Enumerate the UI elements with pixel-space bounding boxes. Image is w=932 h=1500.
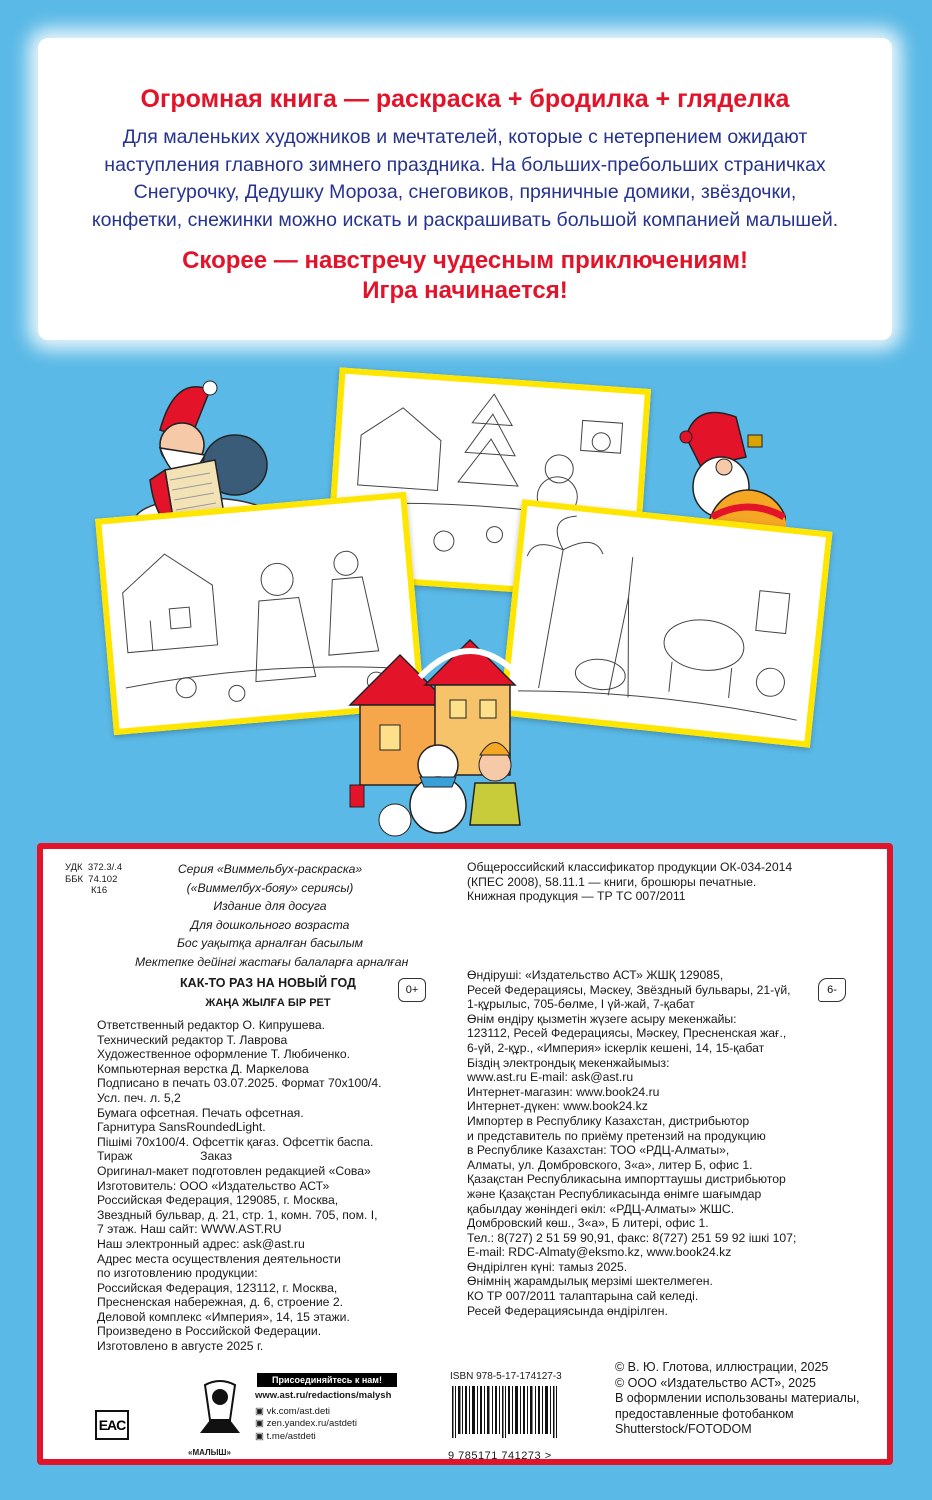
malysh-logo-text: «МАЛЫШ» — [188, 1448, 231, 1457]
series-line: Издание для досуга — [213, 899, 327, 914]
imprint-line: Звездный бульвар, д. 21, стр. 1, комн. 705, пом. I, — [97, 1207, 378, 1222]
copyright-line: предоставленные фотобанком — [615, 1406, 794, 1421]
classifier-line: (КПЕС 2008), 58.11.1 — книги, брошюры печатные. — [467, 874, 757, 889]
imprint-line: и представитель по приёму претензий на продукцию — [467, 1128, 766, 1143]
imprint-line: және Қазақстан Республикасында өнімге шағымдар — [467, 1186, 762, 1201]
classifier-block — [467, 860, 792, 904]
imprint-line: Технический редактор Т. Лаврова — [97, 1032, 288, 1047]
imprint-line: Гарнитура SansRoundedLight. — [97, 1120, 266, 1135]
illustration-area — [0, 345, 932, 840]
imprint-line: Тел.: 8(727) 2 51 59 90,91, факс: 8(727) 251 59 92 ішкі 107; — [467, 1230, 797, 1245]
udk-value: 372.3/.4 — [87, 862, 123, 873]
imprint-line: E-mail: RDC-Almaty@eksmo.kz, www.book24.kz — [467, 1245, 732, 1260]
isbn: ISBN 978-5-17-174127-3 — [450, 1371, 562, 1382]
imprint-line: Бумага офсетная. Печать офсетная. — [97, 1105, 304, 1120]
age-rating-badge: 0+ — [398, 978, 426, 1002]
imprint-right-column — [467, 968, 796, 1318]
imprint-line: Интернет-магазин: www.book24.ru — [467, 1084, 660, 1099]
title-ru: КАК-ТО РАЗ НА НОВЫЙ ГОД — [180, 976, 356, 990]
barcode-icon — [448, 1384, 566, 1448]
description-line: конфетки, снежинки можно искать и раскрашивать большой компанией малышей. — [91, 208, 839, 231]
coloring-scene-icon — [506, 506, 826, 741]
imprint-line: Ресей Федерациясында өндірілген. — [467, 1303, 668, 1318]
series-line: Для дошкольного возраста — [190, 917, 350, 932]
description-line: наступления главного зимнего праздника. На больших-пребольших страничках — [104, 153, 826, 176]
barcode-digits: 9 785171 741273 > — [448, 1450, 552, 1462]
slogan-line: Скорее — навстречу чудесным приключениям! — [182, 247, 748, 274]
imprint-line: қабылдау жөніндегі өкіл: «РДЦ-Алматы» ЖШС. — [467, 1201, 735, 1216]
age-rating-badge-kz: 6- — [818, 978, 846, 1002]
series-line: Мектепке дейінгі жастағы балаларға арналған — [135, 954, 409, 969]
copyright-line: © В. Ю. Глотова, иллюстрации, 2025 — [615, 1360, 829, 1374]
eac-mark: EAC — [95, 1410, 129, 1440]
bbk-label: ББК — [65, 873, 84, 885]
imprint-line: Российская Федерация, 123112, г. Москва, — [97, 1280, 338, 1295]
series-block — [135, 860, 409, 972]
imprint-line: 123112, Ресей Федерациясы, Мәскеу, Пресненская жағ., — [467, 1026, 787, 1041]
imprint-left-column — [97, 1018, 382, 1354]
description-card — [38, 38, 892, 340]
slogan-line: Игра начинается! — [362, 277, 568, 304]
imprint-line: Деловой комплекс «Империя», 14, 15 этажи. — [97, 1309, 350, 1324]
imprint-line: Адрес места осуществления деятельности — [97, 1251, 341, 1266]
zen-link[interactable]: zen.yandex.ru/astdeti — [266, 1418, 357, 1429]
imprint-line: Біздің электрондық мекенжайымыз: — [467, 1055, 670, 1070]
slogan — [38, 246, 892, 306]
site-link[interactable]: www.ast.ru/redactions/malysh — [255, 1390, 392, 1401]
imprint-line: Өнім өндіру қызметін жүзеге асыру мекенжайы: — [467, 1011, 737, 1026]
imprint-line: Изготовитель: ООО «Издательство АСТ» — [97, 1178, 330, 1193]
imprint-line: Усл. печ. л. 5,2 — [97, 1090, 181, 1105]
udk-block — [65, 862, 122, 897]
vk-link[interactable]: vk.com/ast.deti — [266, 1405, 330, 1417]
imprint-line: Домбровский көш., 3«а», Б литері, офис 1. — [467, 1216, 709, 1231]
coloring-page-3 — [500, 499, 833, 747]
imprint-line: 7 этаж. Наш сайт: WWW.AST.RU — [97, 1222, 282, 1237]
headline: Огромная книга — раскраска + бродилка + гляделка — [140, 85, 790, 113]
copyright-block — [615, 1360, 859, 1438]
bbk-value: 74.102 — [88, 873, 118, 885]
imprint-line: Алматы, ул. Домбровского, 3«а», литер Б, офис 1. — [467, 1157, 753, 1172]
imprint-line: Пішімі 70x100/4. Офсеттік қағаз. Офсеттік баспа. — [97, 1134, 374, 1149]
imprint-line: www.ast.ru E-mail: ask@ast.ru — [467, 1070, 634, 1085]
udk-label: УДК — [65, 862, 83, 873]
imprint-line: 6-үй, 2-құр., «Империя» іскерлік кешені, 14, 15-қабат — [467, 1040, 765, 1055]
imprint-line: Произведено в Российской Федерации. — [97, 1324, 322, 1339]
imprint-line: Наш электронный адрес: ask@ast.ru — [97, 1236, 305, 1251]
imprint-line: Компьютерная верстка Д. Маркелова — [97, 1061, 309, 1076]
classifier-line: Общероссийский классификатор продукции ОК-034-2014 — [467, 860, 793, 874]
imprint-line: Қазақстан Республикасына импорттаушы дистрибьютор — [467, 1172, 786, 1187]
telegram-link[interactable]: t.me/astdeti — [266, 1430, 316, 1442]
series-line: Серия «Виммельбух-раскраска» — [177, 862, 363, 876]
zen-icon: ▣ — [255, 1418, 267, 1429]
imprint-line: в Республике Казахстан: ТОО «РДЦ-Алматы», — [467, 1143, 730, 1158]
malysh-logo-icon — [190, 1375, 250, 1445]
imprint-line: Тираж Заказ — [97, 1149, 233, 1164]
imprint-line: 1-құрылыс, 705-бөлме, I үй-жай, 7-қабат — [467, 997, 695, 1012]
social-links — [255, 1390, 391, 1443]
imprint-line: Оригинал-макет подготовлен редакцией «Сова» — [97, 1163, 371, 1178]
description-line: Снегурочку, Дедушку Мороза, снеговиков, пряничные домики, звёздочки, — [133, 181, 797, 203]
copyright-line: Shutterstock/FOTODOM — [615, 1422, 752, 1437]
telegram-icon: ▣ — [255, 1430, 267, 1442]
imprint-line: Өндірілген күні: тамыз 2025. — [467, 1259, 628, 1274]
series-line: Бос уақытқа арналған басылым — [176, 936, 363, 951]
imprint-line: Интернет-дүкен: www.book24.kz — [467, 1099, 648, 1114]
imprint-line: Ответственный редактор О. Кипрушева. — [97, 1018, 326, 1032]
title-kz: ЖАҢА ЖЫЛҒА БІР РЕТ — [205, 997, 331, 1009]
copyright-line: В оформлении использованы материалы, — [615, 1391, 860, 1406]
vk-icon: ▣ — [255, 1405, 267, 1417]
imprint-line: Подписано в печать 03.07.2025. Формат 70x100/4. — [97, 1076, 382, 1091]
imprint-line: Российская Федерация, 129085, г. Москва, — [97, 1193, 339, 1208]
imprint-line: Художественное оформление Т. Любиченко. — [97, 1047, 351, 1062]
imprint-line: Изготовлено в августе 2025 г. — [97, 1339, 264, 1354]
description — [78, 124, 852, 234]
join-banner: Присоединяйтесь к нам! — [257, 1373, 397, 1387]
imprint-line: по изготовлению продукции: — [97, 1266, 258, 1281]
imprint-line: Импортер в Республику Казахстан, дистрибьютор — [467, 1113, 750, 1128]
description-line: Для маленьких художников и мечтателей, которые с нетерпением ожидают — [122, 126, 808, 148]
houses-snowman-illustration — [340, 615, 535, 840]
imprint-line: Ресей Федерациясы, Мәскеу, Звёздный бульвары, 21-үй, — [467, 982, 791, 997]
series-line: («Виммелбух-бояу» сериясы) — [186, 880, 354, 895]
imprint-line: КО ТР 007/2011 талаптарына сай келеді. — [467, 1289, 699, 1304]
imprint-line: Өнімнің жарамдылық мерзімі шектелмеген. — [467, 1274, 713, 1289]
copyright-line: © ООО «Издательство АСТ», 2025 — [615, 1375, 816, 1390]
author-mark: К16 — [91, 885, 108, 896]
imprint-line: Пресненская набережная, д. 6, строение 2. — [97, 1295, 343, 1310]
imprint-line: Өндіруші: «Издательство АСТ» ЖШҚ 129085, — [467, 968, 724, 982]
classifier-line: Книжная продукция — ТР ТС 007/2011 — [467, 889, 686, 904]
